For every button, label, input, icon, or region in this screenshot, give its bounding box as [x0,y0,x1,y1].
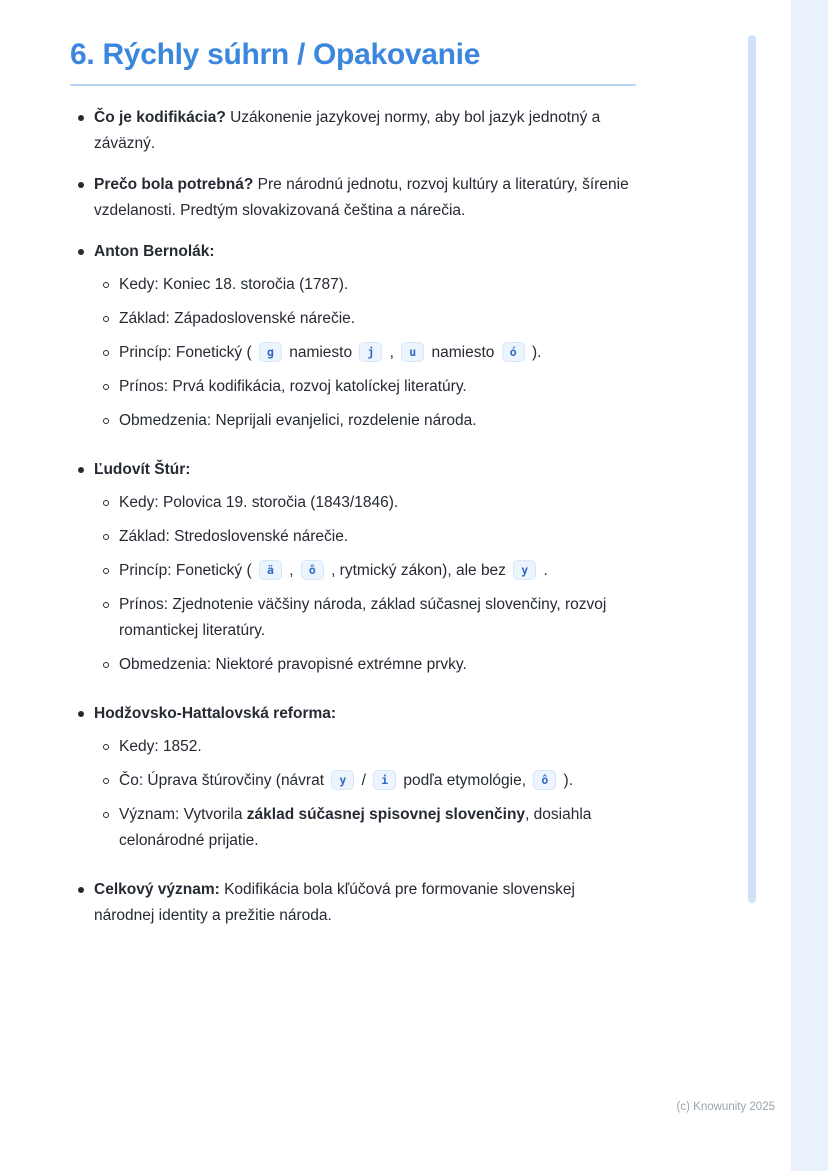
sub-item-princip [94,558,636,584]
text-segment: ). [559,772,574,789]
sub-item-text: Prínos: Prvá kodifikácia, rozvoj katolíckej literatúry. [119,378,467,395]
text-segment: / [357,772,371,789]
text-segment: , rytmický zákon), ale bez [326,562,511,579]
item-body [94,877,636,929]
code-chip: ô [533,770,556,790]
circle-bullet-icon [103,662,109,668]
sub-item-text: Základ: Stredoslovenské nárečie. [119,528,349,545]
text-segment: namiesto [284,344,357,361]
bullet-icon [78,249,84,255]
text-segment: namiesto [427,344,499,361]
footer-copyright: (c) Knowunity 2025 [676,1101,775,1113]
right-page-strip [791,0,828,1171]
title-divider [70,84,636,86]
list-item-stur [70,457,636,686]
sub-item-text: Kedy: Polovica 19. storočia (1843/1846). [119,494,399,511]
bullet-icon [78,711,84,717]
item-text [94,172,636,224]
bullet-icon [78,887,84,893]
list-item-bernolak [70,239,636,442]
list-item-potrebna [70,172,636,224]
sub-list-stur [94,490,636,678]
circle-bullet-icon [103,744,109,750]
sub-item-obmedzenia [94,652,636,678]
sub-item-zaklad [94,524,636,550]
text-segment: , [385,344,399,361]
circle-bullet-icon [103,418,109,424]
item-text [94,105,636,157]
sub-item-text [119,768,573,794]
sub-item-kedy [94,272,636,298]
circle-bullet-icon [103,812,109,818]
circle-bullet-icon [103,602,109,608]
code-chip: g [259,342,282,362]
text-segment: ). [527,344,542,361]
sub-item-text [119,558,548,584]
sub-item-text [119,340,541,366]
text-segment: , [284,562,298,579]
text-segment: , dosiahla celonárodné prijatie. [119,806,592,849]
item-lead: Hodžovsko-Hattalovská reforma: [94,705,337,722]
text-segment: Pre národnú jednotu, rozvoj kultúry a literatúry, šírenie vzdelanosti. Predtým slovakizovaná čeština a nárečia. [94,176,629,219]
vertical-accent-bar [748,35,756,903]
text-segment: Význam: Vytvorila [119,806,247,823]
sub-item-princip [94,340,636,366]
list-item-kodifikacia [70,105,636,157]
sub-item-kedy [94,734,636,760]
circle-bullet-icon [103,282,109,288]
text-segment: Kodifikácia bola kľúčová pre formovanie slovenskej národnej identity a prežitie národa. [94,881,575,924]
item-lead: Ľudovít Štúr: [94,461,191,478]
item-heading [94,457,636,483]
code-chip: ä [259,560,282,580]
circle-bullet-icon [103,384,109,390]
text-segment: podľa etymológie, [399,772,531,789]
item-text [94,877,636,929]
bullet-icon [78,182,84,188]
list-item-hodza [70,701,636,862]
circle-bullet-icon [103,316,109,322]
sub-list-hodza [94,734,636,854]
text-segment: Princíp: Fonetický ( [119,562,256,579]
code-chip: i [373,770,396,790]
code-chip: ô [301,560,324,580]
sub-item-text: Obmedzenia: Neprijali evanjelici, rozdelenie národa. [119,412,477,429]
note-content [70,38,636,944]
sub-list-bernolak [94,272,636,434]
item-body [94,105,636,157]
item-lead: Anton Bernolák: [94,243,215,260]
list-item-celkovy [70,877,636,929]
sub-item-text [119,802,636,854]
summary-list [70,105,636,929]
sub-item-prinos [94,592,636,644]
sub-item-kedy [94,490,636,516]
circle-bullet-icon [103,500,109,506]
item-heading [94,701,636,727]
bullet-icon [78,115,84,121]
item-heading [94,239,636,265]
sub-item-co [94,768,636,794]
item-body [94,457,636,686]
page-title: 6. Rýchly súhrn / Opakovanie [70,38,481,71]
circle-bullet-icon [103,534,109,540]
item-lead: Čo je kodifikácia? [94,109,226,126]
item-body [94,239,636,442]
code-chip: ó [502,342,525,362]
item-lead: Celkový význam: [94,881,220,898]
sub-item-obmedzenia [94,408,636,434]
item-body [94,172,636,224]
text-segment: . [539,562,548,579]
code-chip: y [513,560,536,580]
item-lead: Prečo bola potrebná? [94,176,254,193]
sub-item-text: Základ: Západoslovenské nárečie. [119,310,356,327]
text-segment: Čo: Úprava štúrovčiny (návrat [119,772,329,789]
sub-item-text: Kedy: 1852. [119,738,202,755]
text-segment: Princíp: Fonetický ( [119,344,256,361]
circle-bullet-icon [103,778,109,784]
code-chip: u [401,342,424,362]
sub-item-text: Prínos: Zjednotenie väčšiny národa, základ súčasnej slovenčiny, rozvoj romantickej literatúry. [119,596,607,639]
circle-bullet-icon [103,568,109,574]
circle-bullet-icon [103,350,109,356]
bullet-icon [78,467,84,473]
item-body [94,701,636,862]
code-chip: j [359,342,382,362]
sub-item-zaklad [94,306,636,332]
sub-item-text: Kedy: Koniec 18. storočia (1787). [119,276,349,293]
code-chip: y [331,770,354,790]
bold-segment: základ súčasnej spisovnej slovenčiny [246,806,526,823]
sub-item-prinos [94,374,636,400]
sub-item-vyznam [94,802,636,854]
text-segment: Uzákonenie jazykovej normy, aby bol jazyk jednotný a záväzný. [94,109,601,152]
sub-item-text: Obmedzenia: Niektoré pravopisné extrémne prvky. [119,656,467,673]
